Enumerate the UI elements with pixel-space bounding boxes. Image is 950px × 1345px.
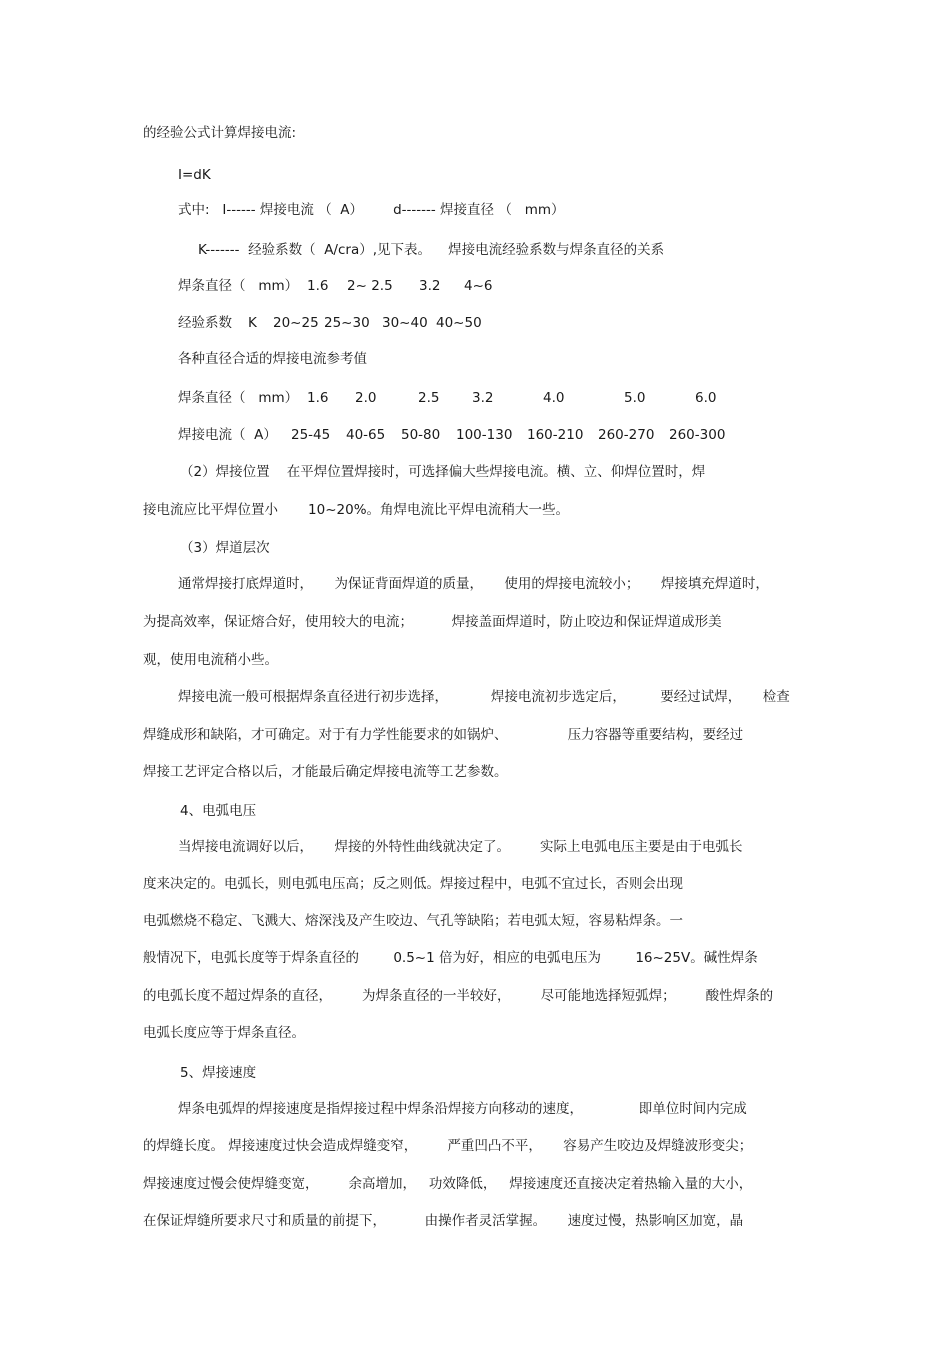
table-cell: 5.0 bbox=[624, 390, 646, 406]
section-heading: 各种直径合适的焊接电流参考值 bbox=[178, 351, 367, 367]
paragraph-line: 焊接电流一般可根据焊条直径进行初步选择， 焊接电流初步选定后， 要经过试焊， 检查 bbox=[178, 689, 790, 705]
table-cell: 20~25 bbox=[273, 315, 319, 331]
table-cell: 4.0 bbox=[543, 390, 565, 406]
section-heading: （3）焊道层次 bbox=[180, 540, 270, 556]
table-cell: 160-210 bbox=[527, 427, 584, 443]
paragraph-line: 电弧燃烧不稳定、飞溅大、熔深浅及产生咬边、气孔等缺陷；若电弧太短，容易粘焊条。一 bbox=[143, 913, 683, 929]
formula: I=dK bbox=[178, 167, 211, 183]
paragraph-line: 般情况下，电弧长度等于焊条直径的 0.5~1 倍为好，相应的电弧电压为 16~25V。碱性焊条 bbox=[143, 950, 758, 966]
table-cell: 260-270 bbox=[598, 427, 655, 443]
paragraph-line: 在保证焊缝所要求尺寸和质量的前提下， 由操作者灵活掌握。 速度过慢，热影响区加宽，晶 bbox=[143, 1213, 744, 1229]
paragraph-line: 电弧长度应等于焊条直径。 bbox=[143, 1025, 305, 1041]
paragraph-line: 的焊缝长度。 焊接速度过快会造成焊缝变窄， 严重凹凸不平， 容易产生咬边及焊缝波形变尖； bbox=[143, 1138, 753, 1154]
table-cell: 2~ 2.5 bbox=[347, 278, 393, 294]
table-cell: 3.2 bbox=[419, 278, 441, 294]
text-line: 式中: I------ 焊接电流 （ A） d------- 焊接直径 （ mm） bbox=[178, 202, 565, 218]
table-cell: 100-130 bbox=[456, 427, 513, 443]
table-cell: 6.0 bbox=[695, 390, 717, 406]
table-cell: 50-80 bbox=[401, 427, 441, 443]
table-cell: 1.6 bbox=[307, 278, 329, 294]
paragraph-line: 观，使用电流稍小些。 bbox=[143, 652, 278, 668]
table-cell: 焊条直径（ mm） bbox=[178, 278, 299, 294]
table-cell: 40~50 bbox=[436, 315, 482, 331]
paragraph-line: 焊接速度过慢会使焊缝变宽， 余高增加， 功效降低， 焊接速度还直接决定着热输入量的大小， bbox=[143, 1176, 753, 1192]
paragraph-line: 接电流应比平焊位置小 10~20%。角焊电流比平焊电流稍大一些。 bbox=[143, 502, 570, 518]
table-cell: 2.5 bbox=[418, 390, 440, 406]
table-cell: 40-65 bbox=[346, 427, 386, 443]
table-cell: K bbox=[248, 315, 257, 331]
table-cell: 2.0 bbox=[355, 390, 377, 406]
section-heading: 5、焊接速度 bbox=[180, 1065, 257, 1081]
table-cell: 260-300 bbox=[669, 427, 726, 443]
table-cell: 25~30 bbox=[324, 315, 370, 331]
table-cell: 4~6 bbox=[464, 278, 493, 294]
paragraph-line: 度来决定的。电弧长，则电弧电压高；反之则低。焊接过程中，电弧不宜过长，否则会出现 bbox=[143, 876, 683, 892]
table-cell: 3.2 bbox=[472, 390, 494, 406]
section-heading: 4、电弧电压 bbox=[180, 803, 257, 819]
table-cell: 经验系数 bbox=[178, 315, 232, 331]
paragraph-line: 当焊接电流调好以后， 焊接的外特性曲线就决定了。 实际上电弧电压主要是由于电弧长 bbox=[178, 839, 743, 855]
paragraph-line: 焊缝成形和缺陷，才可确定。对于有力学性能要求的如锅炉、 压力容器等重要结构，要经过 bbox=[143, 727, 744, 743]
table-cell: 焊接电流（ A） bbox=[178, 427, 277, 443]
table-cell: 焊条直径（ mm） bbox=[178, 390, 299, 406]
paragraph-line: 焊条电弧焊的焊接速度是指焊接过程中焊条沿焊接方向移动的速度， 即单位时间内完成 bbox=[178, 1101, 747, 1117]
table-cell: 30~40 bbox=[382, 315, 428, 331]
text-line: 的经验公式计算焊接电流: bbox=[143, 125, 297, 141]
paragraph-line: （2）焊接位置 在平焊位置焊接时，可选择偏大些焊接电流。横、立、仰焊位置时，焊 bbox=[180, 464, 706, 480]
text-line: K------- 经验系数（ A/cra）,见下表。 焊接电流经验系数与焊条直径的关系 bbox=[198, 242, 665, 258]
paragraph-line: 为提高效率，保证熔合好，使用较大的电流； 焊接盖面焊道时，防止咬边和保证焊道成形美 bbox=[143, 614, 722, 630]
table-cell: 1.6 bbox=[307, 390, 329, 406]
paragraph-line: 通常焊接打底焊道时， 为保证背面焊道的质量， 使用的焊接电流较小； 焊接填充焊道时， bbox=[178, 576, 769, 592]
paragraph-line: 的电弧长度不超过焊条的直径， 为焊条直径的一半较好， 尽可能地选择短弧焊； 酸性焊条的 bbox=[143, 988, 774, 1004]
paragraph-line: 焊接工艺评定合格以后，才能最后确定焊接电流等工艺参数。 bbox=[143, 764, 508, 780]
table-cell: 25-45 bbox=[291, 427, 331, 443]
